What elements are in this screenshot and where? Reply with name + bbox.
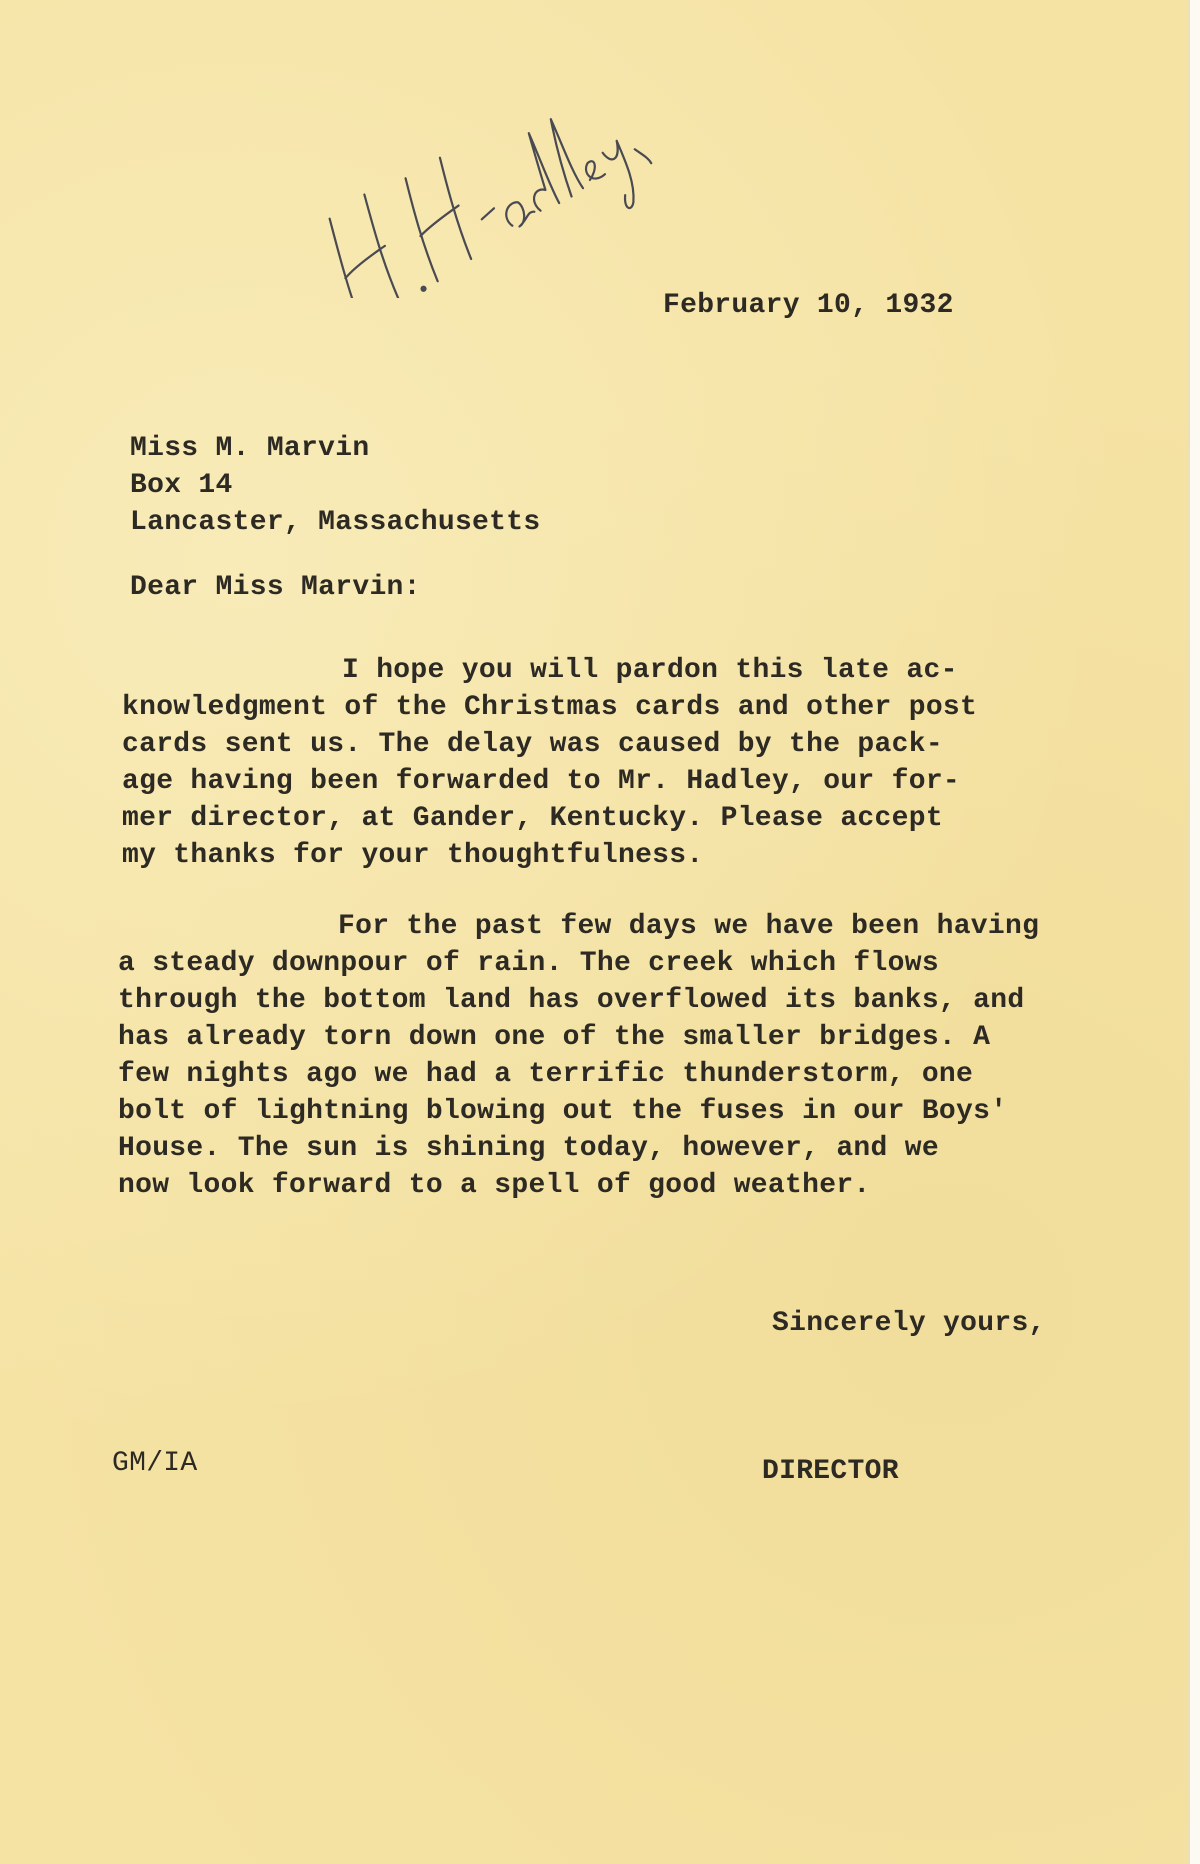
paragraph-1-line: mer director, at Gander, Kentucky. Please accept [122, 803, 943, 834]
closing: Sincerely yours, [772, 1308, 1046, 1339]
paragraph-2-line: a steady downpour of rain. The creek which flows [118, 948, 939, 979]
paragraph-2-line: few nights ago we had a terrific thunderstorm, one [118, 1059, 974, 1090]
paragraph-2-line: bolt of lightning blowing out the fuses in our Boys' [118, 1096, 1008, 1127]
paragraph-2-line: has already torn down one of the smaller bridges. A [118, 1022, 991, 1053]
recipient-city: Lancaster, Massachusetts [130, 507, 541, 538]
signer-title: DIRECTOR [762, 1456, 899, 1487]
paragraph-1-line: my thanks for your thoughtfulness. [122, 840, 704, 871]
paragraph-1-line: cards sent us. The delay was caused by the pack- [122, 729, 943, 760]
recipient-box: Box 14 [130, 470, 233, 501]
recipient-address [130, 430, 540, 541]
recipient-name: Miss M. Marvin [130, 433, 370, 464]
paragraph-2-line: For the past few days we have been having [338, 911, 1040, 942]
reference-initials: GM/IA [112, 1448, 198, 1479]
paragraph-1 [122, 652, 977, 874]
handwritten-annotation [255, 8, 675, 298]
paragraph-1-line: knowledgment of the Christmas cards and other post [122, 692, 978, 723]
paragraph-2 [118, 908, 1039, 1204]
paragraph-2-line: through the bottom land has overflowed its banks, and [118, 985, 1025, 1016]
paragraph-1-line: age having been forwarded to Mr. Hadley, our for- [122, 766, 961, 797]
paragraph-2-line: House. The sun is shining today, however, and we [118, 1133, 939, 1164]
paragraph-2-line: now look forward to a spell of good weather. [118, 1170, 871, 1201]
paragraph-1-line: I hope you will pardon this late ac- [342, 655, 958, 686]
salutation: Dear Miss Marvin: [130, 572, 421, 603]
letter-date: February 10, 1932 [663, 290, 954, 321]
